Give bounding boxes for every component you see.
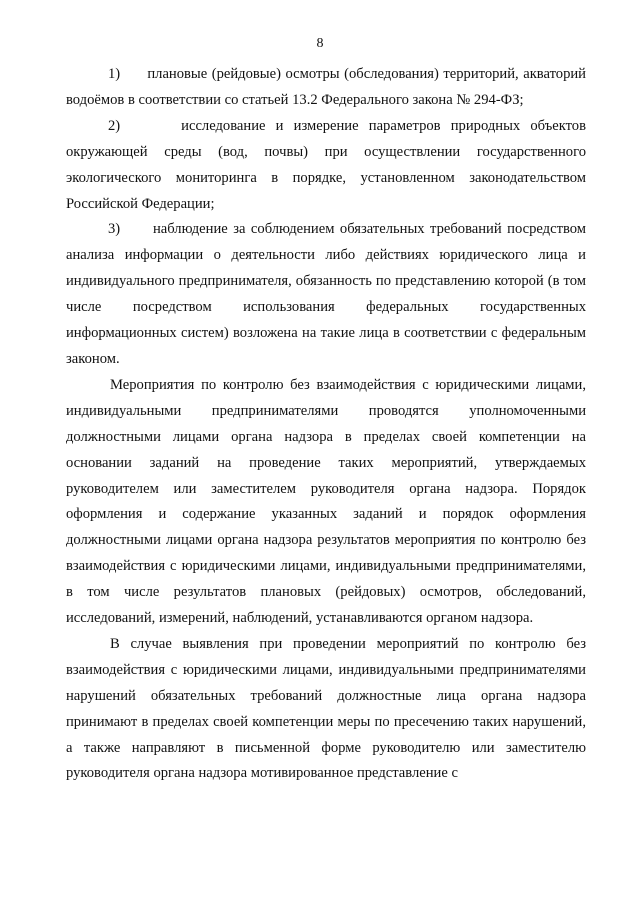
page-number: 8 <box>316 36 324 51</box>
document-body <box>66 62 586 787</box>
list-item-3: 3) наблюдение за соблюдением обязательных требований посредством анализа информации о деятельности либо действиях юридического лица и индивидуального предпринимателя, обязанность по представлению которой (в том числе посредством использования федеральных государственных информационных систем) возложена на такие лица в соответствии с федеральным законом. <box>66 221 586 367</box>
list-item-1: 1) плановые (рейдовые) осмотры (обследования) территорий, акваторий водоёмов в соответствии со статьей 13.2 Федерального закона № 294-ФЗ; <box>66 66 586 108</box>
body-paragraph: В случае выявления при проведении мероприятий по контролю без взаимодействия с юридическими лицами, индивидуальными предпринимателями нарушений обязательных требований должностные лица органа надзора принимают в пределах своей компетенции меры по пресечению таких нарушений, а также направляют в письменной форме руководителю или заместителю руководителя органа надзора мотивированное представление с <box>66 635 586 782</box>
body-paragraph: Мероприятия по контролю без взаимодействия с юридическими лицами, индивидуальными предпринимателями проводятся уполномоченными должностными лицами органа надзора в пределах своей компетенции на основании заданий на проведение таких мероприятий, утверждаемых руководителем или заместителем руководителя органа надзора. Порядок оформления и содержание указанных заданий и порядок оформления должностными лицами органа надзора результатов мероприятия по контролю без взаимодействия с юридическими лицами, индивидуальными предпринимателями, в том числе результатов плановых (рейдовых) осмотров, обследований, исследований, измерений, наблюдений, устанавливаются органом надзора. <box>66 376 586 627</box>
list-item-2: 2) исследование и измерение параметров природных объектов окружающей среды (вод, почвы) при осуществлении государственного экологического мониторинга в порядке, установленном законодательством Российской Федерации; <box>66 117 586 212</box>
